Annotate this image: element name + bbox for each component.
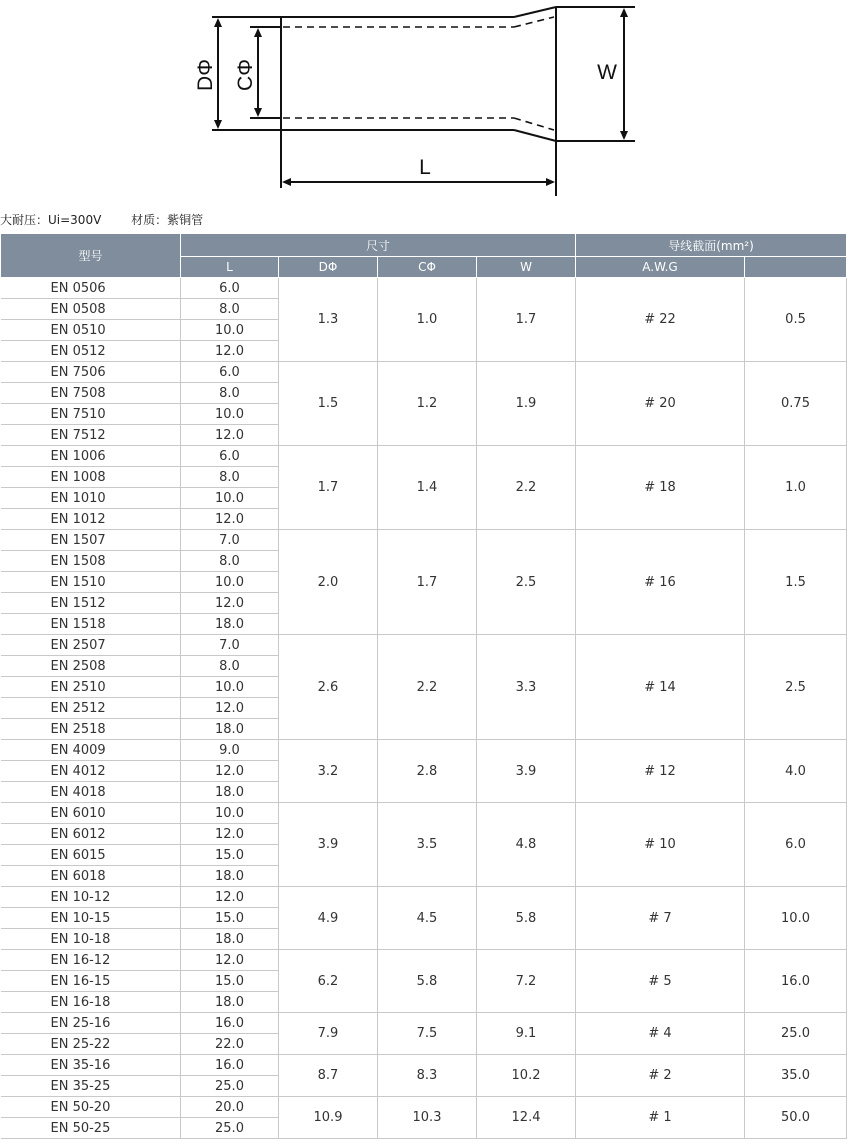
l-dimension-label: L bbox=[419, 156, 431, 179]
length-cell: 12.0 bbox=[181, 698, 279, 719]
awg-cell: # 20 bbox=[576, 362, 745, 446]
cross-section-cell: 1.0 bbox=[745, 446, 847, 530]
width-cell: 1.9 bbox=[477, 362, 576, 446]
outer-diameter-cell: 4.9 bbox=[279, 887, 378, 950]
outer-diameter-cell: 1.7 bbox=[279, 446, 378, 530]
outer-diameter-cell: 10.9 bbox=[279, 1097, 378, 1139]
inner-diameter-cell: 10.3 bbox=[378, 1097, 477, 1139]
header-d: DΦ bbox=[279, 257, 378, 278]
length-cell: 12.0 bbox=[181, 824, 279, 845]
model-cell: EN 7512 bbox=[1, 425, 181, 446]
table-row bbox=[1, 635, 847, 656]
width-cell: 3.9 bbox=[477, 740, 576, 803]
length-cell: 12.0 bbox=[181, 887, 279, 908]
length-cell: 22.0 bbox=[181, 1034, 279, 1055]
outer-diameter-cell: 2.6 bbox=[279, 635, 378, 740]
c-dimension-label: CΦ bbox=[234, 59, 257, 91]
model-cell: EN 10-12 bbox=[1, 887, 181, 908]
table-row bbox=[1, 950, 847, 971]
spec-line bbox=[0, 211, 229, 228]
length-cell: 6.0 bbox=[181, 446, 279, 467]
model-cell: EN 1012 bbox=[1, 509, 181, 530]
table-row bbox=[1, 803, 847, 824]
length-cell: 25.0 bbox=[181, 1118, 279, 1139]
length-cell: 12.0 bbox=[181, 593, 279, 614]
model-cell: EN 35-16 bbox=[1, 1055, 181, 1076]
length-cell: 10.0 bbox=[181, 488, 279, 509]
header-l: L bbox=[181, 257, 279, 278]
width-cell: 9.1 bbox=[477, 1013, 576, 1055]
model-cell: EN 2518 bbox=[1, 719, 181, 740]
length-cell: 7.0 bbox=[181, 635, 279, 656]
awg-cell: # 1 bbox=[576, 1097, 745, 1139]
length-cell: 16.0 bbox=[181, 1055, 279, 1076]
model-cell: EN 50-25 bbox=[1, 1118, 181, 1139]
model-cell: EN 0508 bbox=[1, 299, 181, 320]
model-cell: EN 1508 bbox=[1, 551, 181, 572]
length-cell: 10.0 bbox=[181, 404, 279, 425]
inner-diameter-cell: 1.7 bbox=[378, 530, 477, 635]
model-cell: EN 1518 bbox=[1, 614, 181, 635]
inner-diameter-cell: 7.5 bbox=[378, 1013, 477, 1055]
model-cell: EN 16-18 bbox=[1, 992, 181, 1013]
model-cell: EN 0510 bbox=[1, 320, 181, 341]
table-row bbox=[1, 446, 847, 467]
awg-cell: # 5 bbox=[576, 950, 745, 1013]
outer-diameter-cell: 3.2 bbox=[279, 740, 378, 803]
length-cell: 6.0 bbox=[181, 278, 279, 299]
model-cell: EN 1008 bbox=[1, 467, 181, 488]
table-row bbox=[1, 1013, 847, 1034]
length-cell: 10.0 bbox=[181, 572, 279, 593]
model-cell: EN 7508 bbox=[1, 383, 181, 404]
inner-diameter-cell: 2.2 bbox=[378, 635, 477, 740]
model-cell: EN 4018 bbox=[1, 782, 181, 803]
model-cell: EN 1507 bbox=[1, 530, 181, 551]
length-cell: 16.0 bbox=[181, 1013, 279, 1034]
model-cell: EN 7506 bbox=[1, 362, 181, 383]
ferrule-spec-table bbox=[0, 233, 847, 1139]
inner-diameter-cell: 5.8 bbox=[378, 950, 477, 1013]
length-cell: 18.0 bbox=[181, 782, 279, 803]
outer-diameter-cell: 3.9 bbox=[279, 803, 378, 887]
length-cell: 18.0 bbox=[181, 866, 279, 887]
outer-diameter-cell: 1.5 bbox=[279, 362, 378, 446]
width-cell: 7.2 bbox=[477, 950, 576, 1013]
model-cell: EN 25-22 bbox=[1, 1034, 181, 1055]
model-cell: EN 16-15 bbox=[1, 971, 181, 992]
model-cell: EN 10-18 bbox=[1, 929, 181, 950]
header-cross-section: 导线截面(mm²) bbox=[576, 234, 847, 257]
awg-cell: # 4 bbox=[576, 1013, 745, 1055]
d-dimension-label: DΦ bbox=[194, 59, 217, 91]
header-mm2 bbox=[745, 257, 847, 278]
cross-section-cell: 25.0 bbox=[745, 1013, 847, 1055]
inner-diameter-cell: 3.5 bbox=[378, 803, 477, 887]
model-cell: EN 6015 bbox=[1, 845, 181, 866]
model-cell: EN 1512 bbox=[1, 593, 181, 614]
header-c: CΦ bbox=[378, 257, 477, 278]
length-cell: 7.0 bbox=[181, 530, 279, 551]
cross-section-cell: 16.0 bbox=[745, 950, 847, 1013]
inner-diameter-cell: 8.3 bbox=[378, 1055, 477, 1097]
model-cell: EN 25-16 bbox=[1, 1013, 181, 1034]
model-cell: EN 1510 bbox=[1, 572, 181, 593]
length-cell: 9.0 bbox=[181, 740, 279, 761]
cross-section-cell: 50.0 bbox=[745, 1097, 847, 1139]
length-cell: 12.0 bbox=[181, 761, 279, 782]
length-cell: 8.0 bbox=[181, 299, 279, 320]
header-awg: A.W.G bbox=[576, 257, 745, 278]
model-cell: EN 50-20 bbox=[1, 1097, 181, 1118]
model-cell: EN 0506 bbox=[1, 278, 181, 299]
header-size: 尺寸 bbox=[181, 234, 576, 257]
model-cell: EN 35-25 bbox=[1, 1076, 181, 1097]
length-cell: 8.0 bbox=[181, 656, 279, 677]
cross-section-cell: 2.5 bbox=[745, 635, 847, 740]
length-cell: 15.0 bbox=[181, 845, 279, 866]
inner-diameter-cell: 4.5 bbox=[378, 887, 477, 950]
width-cell: 10.2 bbox=[477, 1055, 576, 1097]
awg-cell: # 10 bbox=[576, 803, 745, 887]
awg-cell: # 2 bbox=[576, 1055, 745, 1097]
length-cell: 18.0 bbox=[181, 992, 279, 1013]
table-row bbox=[1, 278, 847, 299]
length-cell: 12.0 bbox=[181, 425, 279, 446]
length-cell: 15.0 bbox=[181, 908, 279, 929]
length-cell: 12.0 bbox=[181, 509, 279, 530]
width-cell: 4.8 bbox=[477, 803, 576, 887]
inner-diameter-cell: 1.4 bbox=[378, 446, 477, 530]
cross-section-cell: 0.5 bbox=[745, 278, 847, 362]
length-cell: 12.0 bbox=[181, 950, 279, 971]
inner-diameter-cell: 2.8 bbox=[378, 740, 477, 803]
width-cell: 5.8 bbox=[477, 887, 576, 950]
length-cell: 25.0 bbox=[181, 1076, 279, 1097]
table-row bbox=[1, 740, 847, 761]
model-cell: EN 6018 bbox=[1, 866, 181, 887]
model-cell: EN 2512 bbox=[1, 698, 181, 719]
header-w: W bbox=[477, 257, 576, 278]
model-cell: EN 2507 bbox=[1, 635, 181, 656]
length-cell: 18.0 bbox=[181, 719, 279, 740]
length-cell: 6.0 bbox=[181, 362, 279, 383]
table-row bbox=[1, 530, 847, 551]
model-cell: EN 6010 bbox=[1, 803, 181, 824]
awg-cell: # 7 bbox=[576, 887, 745, 950]
length-cell: 12.0 bbox=[181, 341, 279, 362]
model-cell: EN 6012 bbox=[1, 824, 181, 845]
table-row bbox=[1, 362, 847, 383]
cross-section-cell: 0.75 bbox=[745, 362, 847, 446]
table-row bbox=[1, 1055, 847, 1076]
awg-cell: # 14 bbox=[576, 635, 745, 740]
width-cell: 2.2 bbox=[477, 446, 576, 530]
model-cell: EN 2510 bbox=[1, 677, 181, 698]
length-cell: 18.0 bbox=[181, 614, 279, 635]
ferrule-dimension-diagram bbox=[0, 0, 850, 205]
width-cell: 12.4 bbox=[477, 1097, 576, 1139]
cross-section-cell: 1.5 bbox=[745, 530, 847, 635]
outer-diameter-cell: 8.7 bbox=[279, 1055, 378, 1097]
w-dimension-label: W bbox=[597, 61, 617, 84]
width-cell: 2.5 bbox=[477, 530, 576, 635]
cross-section-cell: 10.0 bbox=[745, 887, 847, 950]
model-cell: EN 10-15 bbox=[1, 908, 181, 929]
length-cell: 8.0 bbox=[181, 383, 279, 404]
cross-section-cell: 6.0 bbox=[745, 803, 847, 887]
cross-section-cell: 4.0 bbox=[745, 740, 847, 803]
length-cell: 8.0 bbox=[181, 467, 279, 488]
length-cell: 8.0 bbox=[181, 551, 279, 572]
table-row bbox=[1, 1097, 847, 1118]
model-cell: EN 2508 bbox=[1, 656, 181, 677]
width-cell: 1.7 bbox=[477, 278, 576, 362]
model-cell: EN 7510 bbox=[1, 404, 181, 425]
model-cell: EN 1010 bbox=[1, 488, 181, 509]
awg-cell: # 16 bbox=[576, 530, 745, 635]
header-model: 型号 bbox=[1, 234, 181, 278]
length-cell: 10.0 bbox=[181, 320, 279, 341]
model-cell: EN 1006 bbox=[1, 446, 181, 467]
outer-diameter-cell: 7.9 bbox=[279, 1013, 378, 1055]
outer-diameter-cell: 6.2 bbox=[279, 950, 378, 1013]
table-row bbox=[1, 887, 847, 908]
inner-diameter-cell: 1.0 bbox=[378, 278, 477, 362]
material-spec: 材质：紫铜管 bbox=[131, 213, 204, 227]
model-cell: EN 4012 bbox=[1, 761, 181, 782]
outer-diameter-cell: 2.0 bbox=[279, 530, 378, 635]
length-cell: 20.0 bbox=[181, 1097, 279, 1118]
awg-cell: # 12 bbox=[576, 740, 745, 803]
inner-diameter-cell: 1.2 bbox=[378, 362, 477, 446]
length-cell: 18.0 bbox=[181, 929, 279, 950]
awg-cell: # 22 bbox=[576, 278, 745, 362]
length-cell: 15.0 bbox=[181, 971, 279, 992]
table-body bbox=[1, 278, 847, 1139]
voltage-rating: 大耐压：Ui=300V bbox=[0, 213, 102, 227]
cross-section-cell: 35.0 bbox=[745, 1055, 847, 1097]
model-cell: EN 16-12 bbox=[1, 950, 181, 971]
awg-cell: # 18 bbox=[576, 446, 745, 530]
model-cell: EN 0512 bbox=[1, 341, 181, 362]
length-cell: 10.0 bbox=[181, 677, 279, 698]
width-cell: 3.3 bbox=[477, 635, 576, 740]
model-cell: EN 4009 bbox=[1, 740, 181, 761]
outer-diameter-cell: 1.3 bbox=[279, 278, 378, 362]
length-cell: 10.0 bbox=[181, 803, 279, 824]
